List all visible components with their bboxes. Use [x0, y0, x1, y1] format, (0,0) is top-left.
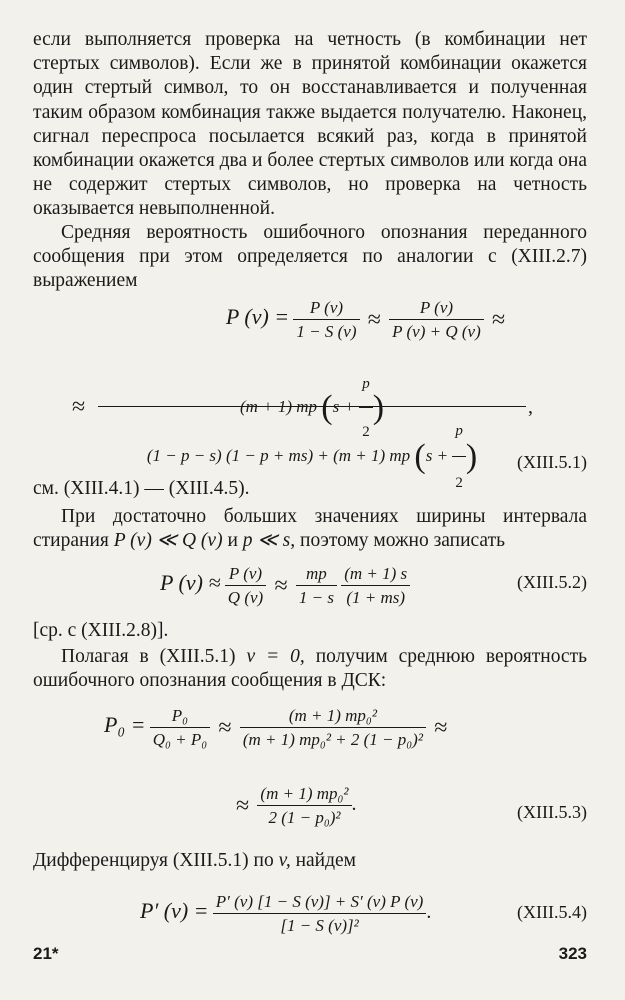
paragraph-7: Дифференцируя (XIII.5.1) по v, найдем	[33, 850, 357, 871]
equation-number-13-5-1: (XIII.5.1)	[517, 452, 587, 472]
equation-13-5-1-line-1: P (v) = $\frac{P (v)}{1 - S (v)}$ ≈ $\frac{P (v)}{P (v) + Q (v)}$ ≈	[225, 298, 506, 341]
paragraph-5: [ср. с (XIII.2.8)].	[33, 620, 169, 641]
signature-mark: 21*	[33, 944, 59, 963]
paragraph-2: Средняя вероятность ошибочного опознания переданного сообщения при этом определяется по аналогии с (XIII.2.7) выражением	[33, 222, 587, 292]
paragraph-1: если выполняется проверка на четность (в комбинации нет стертых символов). Если же в принятой комбинации окажется один стертый символ, то он восстанавливается и полученная таким образом комбинация также выдается получателю. Наконец, сигнал переспроса посылается всякий раз, когда в принятой комбинации окажется два и более стертых символов или когда она не содержит стертых символов, но проверка на четность оказывается невыполненной.	[33, 29, 587, 220]
paragraph-3: см. (XIII.4.1) — (XIII.4.5).	[33, 478, 250, 499]
page-number: 323	[558, 944, 587, 963]
equation-number-13-5-3: (XIII.5.3)	[517, 802, 587, 822]
paragraph-4: При достаточно больших значениях ширины интервала стирания P (v) ≪ Q (v) и p ≪ s, поэтому можно записать	[33, 506, 587, 552]
book-page: если выполняется проверка на четность (в комбинации нет стертых символов). Если же в принятой комбинации окажется один стертый символ, то он восстанавливается и полученная таким образом комбинация также выдается получателю. Наконец, сигнал переспроса посылается всякий раз, когда в принятой комбинации окажется два и более стертых символов или когда она не содержит стертых символов, но проверка на четность оказывается невыполненной. Средняя вероятность ошибочного опознания переданного сообщения при этом определяется по аналогии с (XIII.2.7) выражением P (v) = $\frac{P (v)}{1 - S (v)}$ ≈ $\frac{P (v)}{P (v) + Q (v)}$ ≈ ≈ (m + 1) mp (s + $\frac{p}{2}$ ) (1 − p − s) (1 − p + ms) + (m + 1) mp (s + $\frac{p}{2}$ ) , (XIII.5.1) см. (XIII.4.1) — (XIII.4.5). При достаточно больших значениях ширины интервала стирания P (v) ≪ Q (v) и p ≪ s, поэтому можно записать P (v) ≈ $\frac{P (v)}{Q (v)}$ ≈ $\frac{mp}{1 - s}$ $\frac{(m + 1) s}{(1 + ms)}$ (XIII.5.2) [ср. с (XIII.2.8)]. Полагая в (XIII.5.1) v = 0, получим среднюю вероятность ошибочного опознания сообщения в ДСК: P₀ = $\frac{\text{P₀}}{\text{Q₀ + P₀}}$ ≈ $\frac{\text{(m + 1) mp₀²}}{\text{(m + 1) mp₀² + 2 (1 − p₀)²}}$ ≈ ≈ $\frac{\text{(m + 1) mp₀²}}{\text{2 (1 − p₀)²}}$ . (XIII.5.3) Дифференцируя (XIII.5.1) по v, найдем P′ (v) = $\frac{P' (v) [1 - S (v)] + S' (v) P (v)}{\text{[1 − S (v)]²}}$ . (XIII.5.4) 21* 323	[0, 0, 625, 1000]
paragraph-6: Полагая в (XIII.5.1) v = 0, получим среднюю вероятность ошибочного опознания сообщения в ДСК:	[33, 646, 588, 692]
equation-number-13-5-4: (XIII.5.4)	[517, 902, 587, 922]
equation-number-13-5-2: (XIII.5.2)	[517, 572, 587, 592]
